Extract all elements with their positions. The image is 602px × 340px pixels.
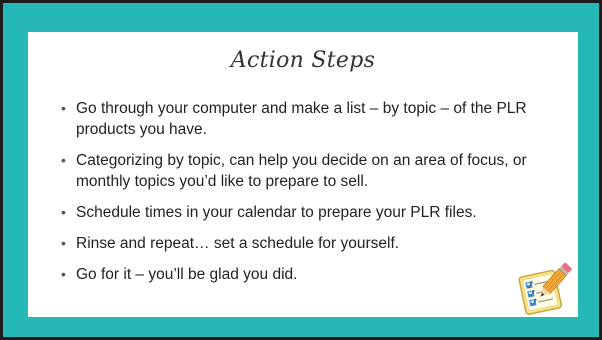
checklist-pencil-icon (516, 259, 574, 317)
content-card (28, 32, 578, 317)
action-steps-list (61, 98, 561, 295)
bullet-icon: • (61, 152, 66, 168)
list-item (61, 150, 561, 192)
list-item-text: Categorizing by topic, can help you decide on an area of focus, or monthly topics you’d like to prepare to sell. (76, 152, 527, 190)
slide-title: Action Steps (230, 48, 376, 73)
list-item (61, 202, 561, 223)
list-item-text: Go for it – you’ll be glad you did. (76, 266, 298, 283)
bullet-icon: • (61, 235, 66, 251)
bullet-icon: • (61, 100, 66, 116)
list-item (61, 264, 561, 285)
list-item-text: Schedule times in your calendar to prepare your PLR files. (76, 204, 477, 221)
list-item (61, 98, 561, 140)
bullet-icon: • (61, 266, 66, 282)
list-item-text: Rinse and repeat… set a schedule for yourself. (76, 235, 400, 252)
list-item (61, 233, 561, 254)
bullet-icon: • (61, 204, 66, 220)
list-item-text: Go through your computer and make a list – by topic – of the PLR products you have. (76, 100, 527, 138)
